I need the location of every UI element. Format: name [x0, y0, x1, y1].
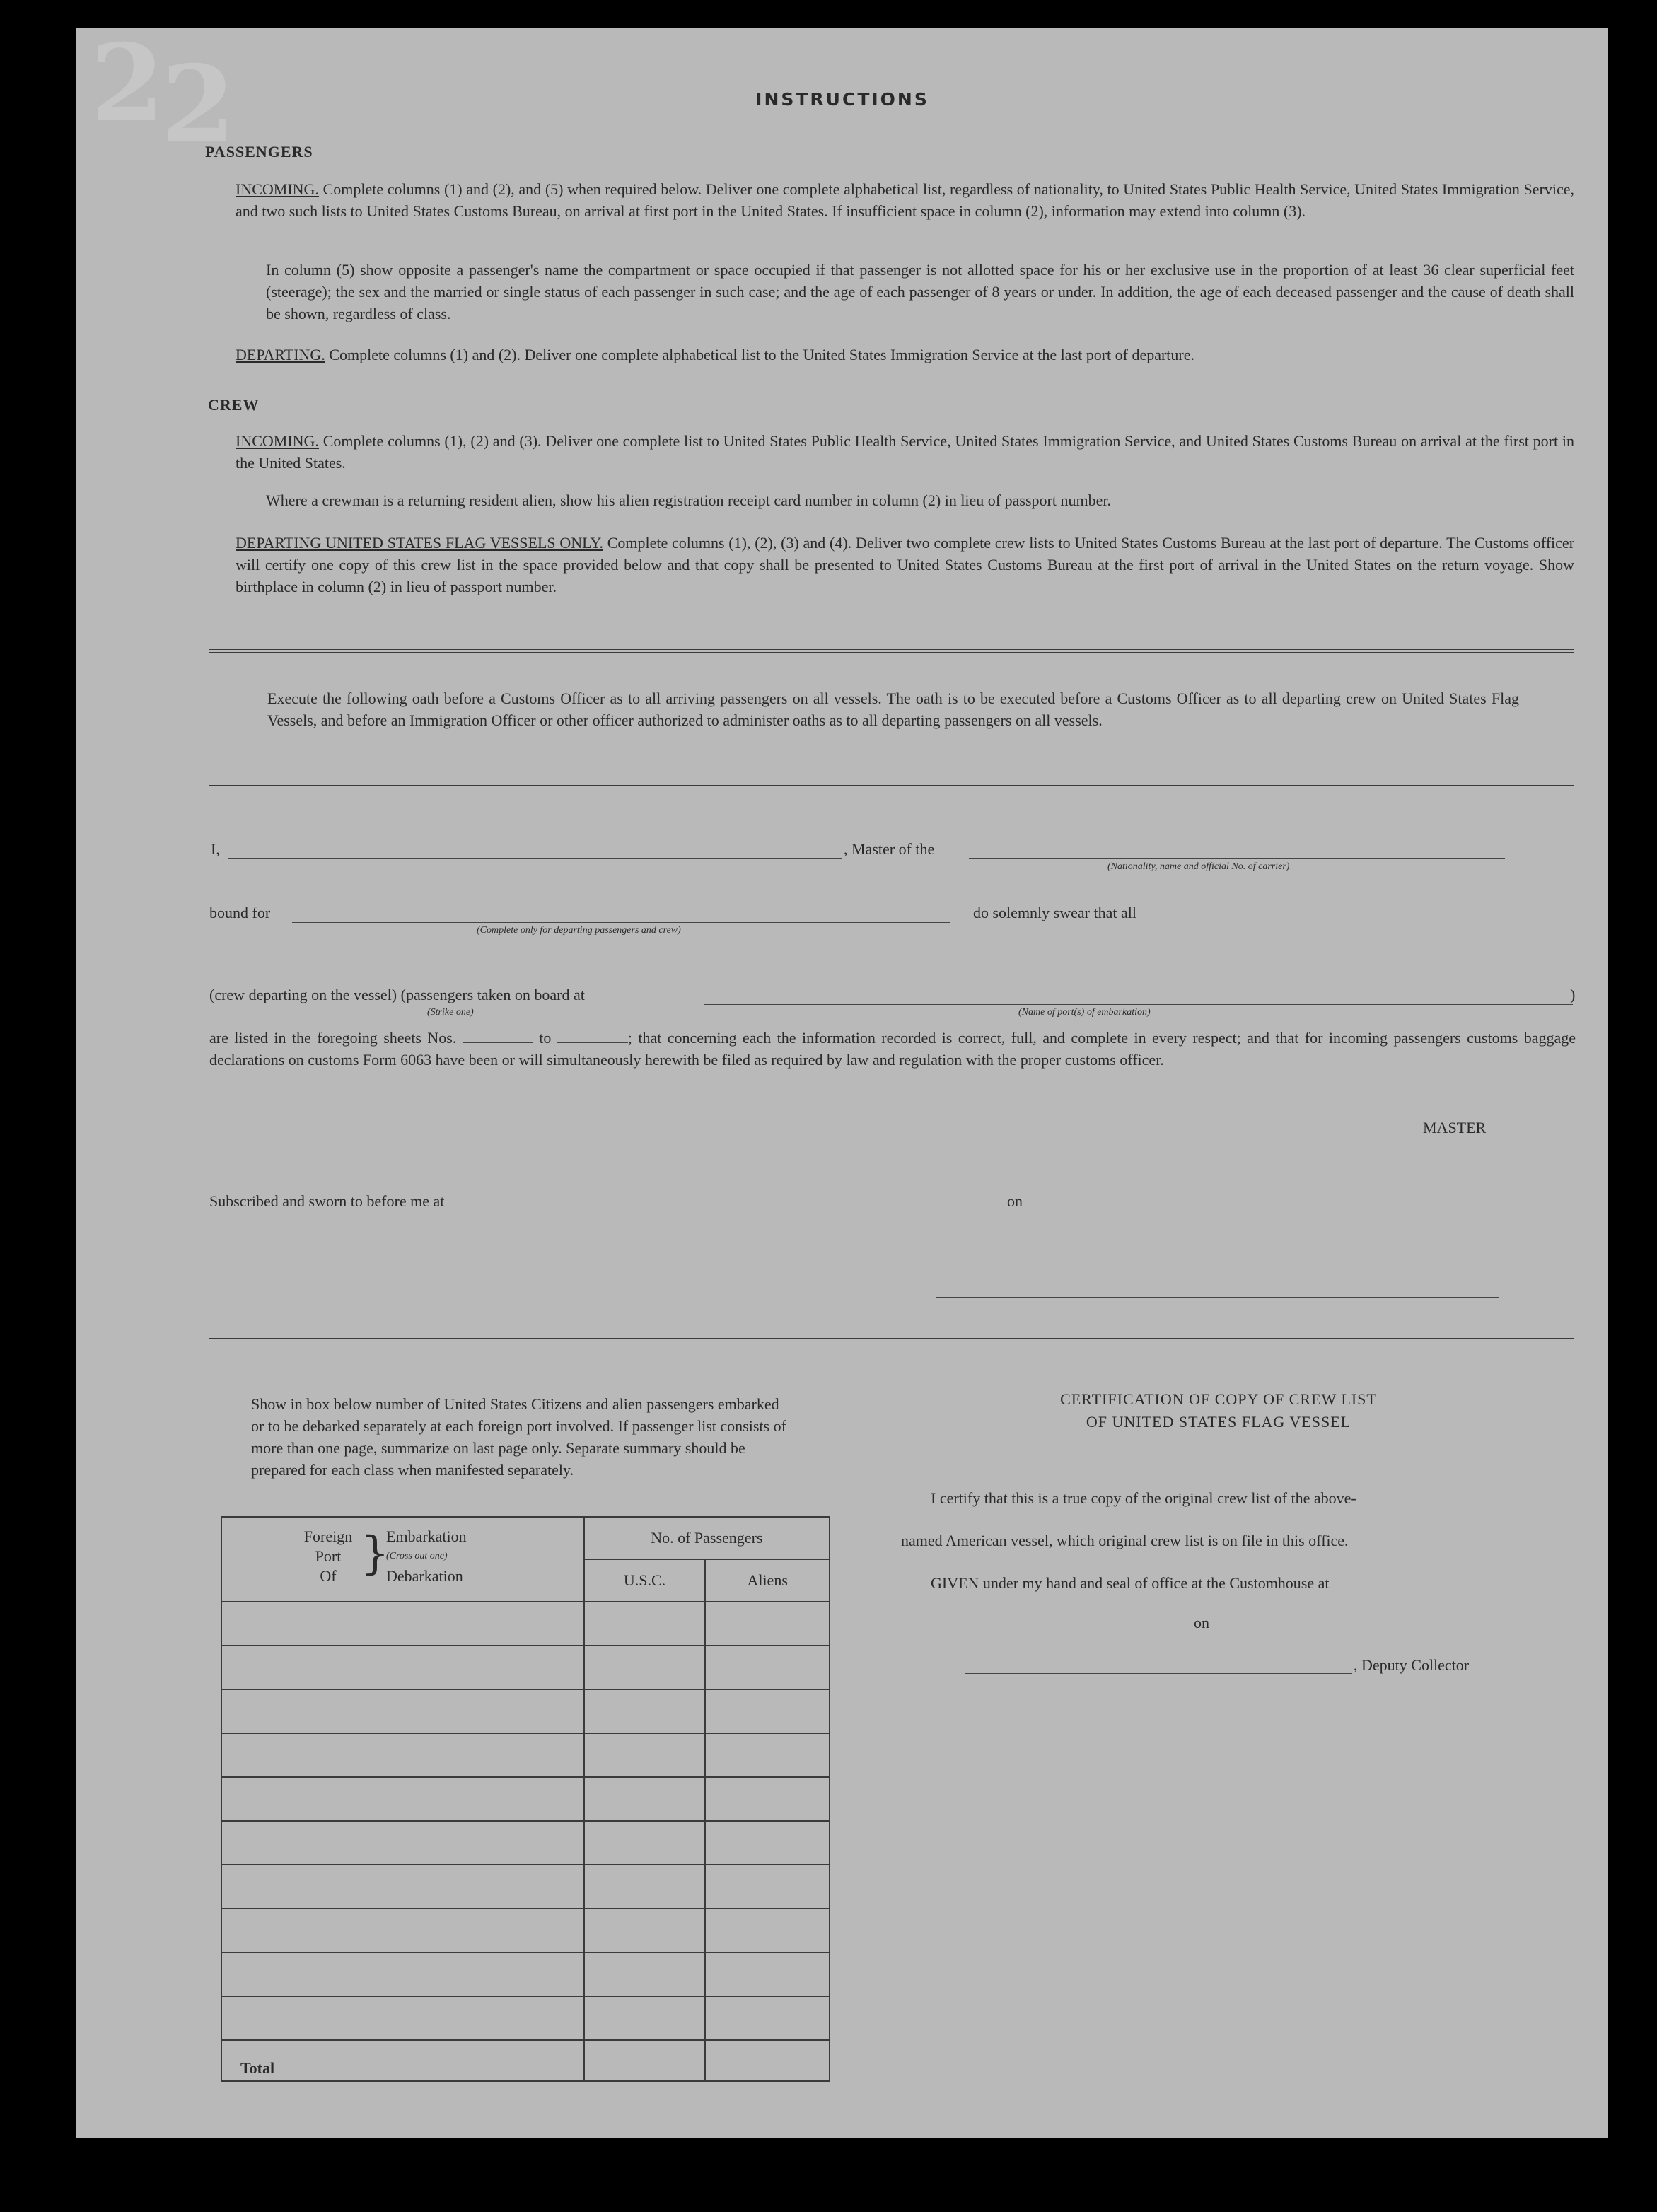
- col-port: Port: [315, 1547, 342, 1565]
- table-row: [221, 1733, 830, 1777]
- table-row: [221, 1865, 830, 1909]
- passengers-departing-text: Complete columns (1) and (2). Deliver one complete alphabetical list to the United States Immigration Service at the last port of departure.: [329, 346, 1195, 363]
- aliens-cell[interactable]: [705, 1777, 830, 1821]
- handwritten-stamp-mark: 2: [161, 42, 236, 167]
- port-cell[interactable]: [221, 1909, 584, 1952]
- usc-cell[interactable]: [584, 1996, 706, 2040]
- usc-cell[interactable]: [584, 1777, 706, 1821]
- table-row: [221, 1602, 830, 1646]
- certification-line-2: named American vessel, which original crew list is on file in this office.: [901, 1532, 1349, 1549]
- listed-to: to: [539, 1029, 552, 1047]
- crew-heading: CREW: [208, 396, 260, 414]
- port-cell[interactable]: [221, 1865, 584, 1909]
- certification-title-1: CERTIFICATION OF COPY OF CREW LIST: [1060, 1390, 1377, 1408]
- total-row: [221, 2040, 830, 2081]
- col-usc: U.S.C.: [584, 1559, 706, 1602]
- aliens-cell[interactable]: [705, 1865, 830, 1909]
- port-header-cell: [221, 1517, 584, 1602]
- table-row: [221, 1909, 830, 1952]
- passengers-departing-label: DEPARTING.: [236, 346, 325, 363]
- crew-departing-label: DEPARTING UNITED STATES FLAG VESSELS ONLY.: [236, 534, 603, 552]
- passengers-incoming-label: INCOMING.: [236, 180, 319, 198]
- table-row: [221, 1821, 830, 1865]
- bound-for-line[interactable]: [292, 922, 950, 923]
- usc-cell[interactable]: [584, 1602, 706, 1646]
- col-passengers: No. of Passengers: [584, 1517, 830, 1559]
- col-embarkation: Embarkation: [386, 1527, 467, 1545]
- form-sheet: [76, 21, 1608, 2138]
- oath-swear: do solemnly swear that all: [973, 904, 1136, 921]
- master-name-line[interactable]: [228, 858, 842, 859]
- passengers-incoming: [236, 178, 1574, 222]
- oath-master-of: , Master of the: [844, 840, 935, 858]
- strike-hint: (Strike one): [427, 1007, 474, 1018]
- section-divider: [209, 785, 1574, 788]
- aliens-cell[interactable]: [705, 1909, 830, 1952]
- passengers-departing: [236, 344, 1574, 366]
- certification-line-3: GIVEN under my hand and seal of office at the Customhouse at: [931, 1574, 1330, 1592]
- aliens-cell[interactable]: [705, 1996, 830, 2040]
- total-label: Total: [221, 2040, 584, 2081]
- passenger-summary-table: [221, 1516, 830, 2082]
- aliens-total-cell[interactable]: [705, 2040, 830, 2081]
- certification-on: on: [1194, 1614, 1209, 1631]
- summary-instructions: Show in box below number of United States Citizens and alien passengers embarked or to be debarked separately at each foreign port involved. If passenger list consists of more than one page, summarize on last page only. Separate summary should be prepared for each class when manifested separately.: [251, 1395, 786, 1479]
- port-cell[interactable]: [221, 1646, 584, 1689]
- brace-icon: }: [361, 1527, 390, 1580]
- table-row: [221, 1689, 830, 1733]
- usc-cell[interactable]: [584, 1865, 706, 1909]
- handwritten-stamp-mark: 2: [91, 21, 165, 146]
- port-cell[interactable]: [221, 1733, 584, 1777]
- col-debarkation: Debarkation: [386, 1567, 463, 1585]
- oath-close-paren: ): [1570, 986, 1576, 1003]
- col-of: Of: [320, 1567, 337, 1585]
- usc-cell[interactable]: [584, 1952, 706, 1996]
- usc-cell[interactable]: [584, 1821, 706, 1865]
- bound-hint: (Complete only for departing passengers and crew): [477, 925, 681, 936]
- subscribed-label: Subscribed and sworn to before me at: [209, 1192, 445, 1210]
- oath-instructions: Execute the following oath before a Customs Officer as to all arriving passengers on all vessels. The oath is to be executed before a Customs Officer as to all departing crew on United States Flag Vessels, and before an Immigration Officer or other officer authorized to administer oaths as to all departing passengers on all vessels.: [267, 689, 1519, 729]
- crew-incoming: [236, 430, 1574, 474]
- deputy-collector-signature-line[interactable]: [965, 1673, 1352, 1674]
- aliens-cell[interactable]: [705, 1689, 830, 1733]
- usc-cell[interactable]: [584, 1646, 706, 1689]
- embarkation-port-line[interactable]: [704, 1004, 1573, 1005]
- col-foreign: Foreign: [303, 1527, 353, 1545]
- embark-hint: (Name of port(s) of embarkation): [1018, 1007, 1151, 1018]
- aliens-cell[interactable]: [705, 1602, 830, 1646]
- passengers-incoming-text: Complete columns (1) and (2), and (5) when required below. Deliver one complete alphabetical list, regardless of nationality, to United States Public Health Service, United States Immigration Service, and two such lists to United States Customs Bureau, on arrival at first port in the United States. If insufficient space in column (2), information may extend into column (3).: [236, 180, 1575, 220]
- port-cell[interactable]: [221, 1996, 584, 2040]
- port-cell[interactable]: [221, 1602, 584, 1646]
- officer-signature-line[interactable]: [936, 1297, 1499, 1298]
- usc-cell[interactable]: [584, 1689, 706, 1733]
- port-cell[interactable]: [221, 1689, 584, 1733]
- page-title: INSTRUCTIONS: [755, 89, 929, 110]
- crew-resident: Where a crewman is a returning resident alien, show his alien registration receipt card number in column (2) in lieu of passport number.: [266, 491, 1111, 509]
- certification-title-2: OF UNITED STATES FLAG VESSEL: [1086, 1413, 1351, 1431]
- table-row: [221, 1996, 830, 2040]
- master-label: MASTER: [1423, 1119, 1487, 1136]
- aliens-cell[interactable]: [705, 1646, 830, 1689]
- port-cell[interactable]: [221, 1821, 584, 1865]
- usc-total-cell[interactable]: [584, 2040, 706, 2081]
- oath-bound-for: bound for: [209, 904, 271, 921]
- crew-incoming-label: INCOMING.: [236, 432, 319, 450]
- usc-cell[interactable]: [584, 1733, 706, 1777]
- col-aliens: Aliens: [705, 1559, 830, 1602]
- crew-departing-text: Complete columns (1), (2), (3) and (4). Deliver two complete crew lists to United States Customs Bureau at the last port of departure. The Customs officer will certify one copy of this crew list in the space provided below and that copy shall be presented to United States Customs Bureau at the first port of arrival in the United States on the return voyage. Show birthplace in column (2) in lieu of passport number.: [236, 534, 1575, 595]
- oath-strike-line: (crew departing on the vessel) (passengers taken on board at: [209, 986, 585, 1003]
- passengers-column5: In column (5) show opposite a passenger's name the compartment or space occupied if that passenger is not allotted space for his or her exclusive use in the proportion of at least 36 clear superficial feet (steerage); the sex and the married or single status of each passenger in such case; and the age of each passenger of 8 years or under. In addition, the age of each deceased passenger and the cause of death shall be shown, regardless of class.: [266, 261, 1574, 322]
- sheet-to-field[interactable]: [557, 1030, 628, 1043]
- certification-line-1: I certify that this is a true copy of the original crew list of the above-: [931, 1489, 1356, 1507]
- aliens-cell[interactable]: [705, 1952, 830, 1996]
- section-divider: [209, 1338, 1574, 1341]
- table-row: [221, 1952, 830, 1996]
- carrier-line[interactable]: [969, 858, 1505, 859]
- crew-departing: [236, 532, 1574, 598]
- listed-prefix: are listed in the foregoing sheets Nos.: [209, 1029, 457, 1047]
- usc-cell[interactable]: [584, 1909, 706, 1952]
- sheet-from-field[interactable]: [463, 1030, 533, 1043]
- passengers-heading: PASSENGERS: [205, 143, 313, 161]
- oath-listed: [209, 1027, 1576, 1071]
- port-cell[interactable]: [221, 1777, 584, 1821]
- section-divider: [209, 649, 1574, 653]
- col-crossout: (Cross out one): [386, 1551, 448, 1561]
- listed-text: ; that concerning each the information recorded is correct, full, and complete in every respect; and that for incoming passengers customs baggage declarations on customs Form 6063 have been or will simultaneously herewith be filed as required by law and regulation with the proper customs officer.: [209, 1029, 1576, 1069]
- crew-incoming-text: Complete columns (1), (2) and (3). Deliver one complete list to United States Public Health Service, United States Immigration Service, and United States Customs Bureau on arrival at the first port in the United States.: [236, 432, 1575, 472]
- deputy-collector-label: , Deputy Collector: [1354, 1656, 1470, 1674]
- carrier-hint: (Nationality, name and official No. of carrier): [1107, 861, 1290, 872]
- port-cell[interactable]: [221, 1952, 584, 1996]
- subscribed-on: on: [1007, 1192, 1023, 1210]
- table-row: [221, 1777, 830, 1821]
- oath-i-label: I,: [211, 840, 220, 858]
- table-row: [221, 1646, 830, 1689]
- aliens-cell[interactable]: [705, 1733, 830, 1777]
- aliens-cell[interactable]: [705, 1821, 830, 1865]
